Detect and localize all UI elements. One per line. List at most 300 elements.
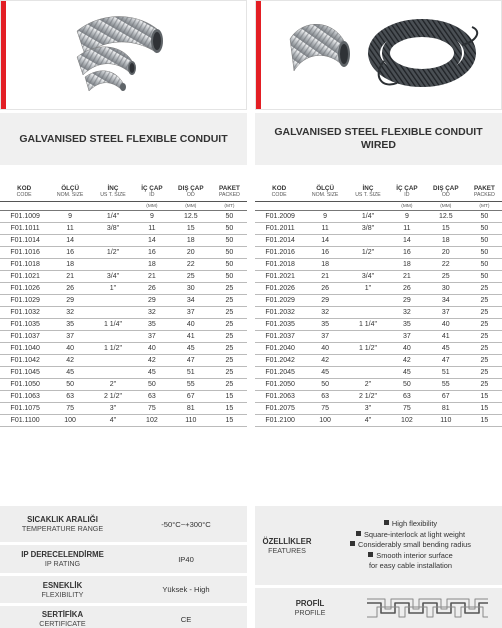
- table-cell: 21: [48, 271, 92, 283]
- table-row: [255, 355, 502, 367]
- table-cell: 2 1/2": [92, 391, 134, 403]
- table-row: [0, 295, 247, 307]
- table-cell: 63: [389, 391, 425, 403]
- table-cell: F01.2050: [255, 379, 303, 391]
- table-cell: 40: [170, 319, 212, 331]
- table-cell: 35: [48, 319, 92, 331]
- table-cell: 75: [303, 403, 347, 415]
- table-cell: 41: [170, 331, 212, 343]
- table-cell: 4": [347, 415, 389, 427]
- table-cell: 35: [389, 319, 425, 331]
- table-cell: F01.2014: [255, 235, 303, 247]
- table-cell: 37: [303, 331, 347, 343]
- wired-conduit-photo-icon: [262, 1, 497, 109]
- table-cell: F01.1040: [0, 343, 48, 355]
- table-row: [255, 367, 502, 379]
- table-cell: 1 1/4": [92, 319, 134, 331]
- table-cell: 18: [425, 235, 467, 247]
- table-cell: 22: [170, 259, 212, 271]
- table-cell: 14: [134, 235, 170, 247]
- table-cell: 1 1/4": [347, 319, 389, 331]
- table-row: [255, 403, 502, 415]
- table-cell: [347, 355, 389, 367]
- table-cell: 9: [134, 211, 170, 223]
- table-row: [0, 379, 247, 391]
- table-cell: 32: [48, 307, 92, 319]
- features-row: [255, 506, 502, 585]
- col-header-inch: İNÇ US T. SIZE: [92, 185, 134, 202]
- table-cell: F01.2075: [255, 403, 303, 415]
- table-cell: 25: [170, 271, 212, 283]
- table-cell: 3/8": [347, 223, 389, 235]
- table-cell: 11: [303, 223, 347, 235]
- table-row: [0, 367, 247, 379]
- table-row: [0, 211, 247, 223]
- table-cell: 2 1/2": [347, 391, 389, 403]
- table-cell: 50: [303, 379, 347, 391]
- table-cell: 15: [170, 223, 212, 235]
- table-cell: 14: [48, 235, 92, 247]
- col-header-od: DIŞ ÇAP OD: [170, 185, 212, 202]
- table-cell: 50: [467, 259, 502, 271]
- unit-cell: (MM): [425, 202, 467, 211]
- col-header-od: DIŞ ÇAP OD: [425, 185, 467, 202]
- table-cell: 63: [48, 391, 92, 403]
- table-cell: 3/8": [92, 223, 134, 235]
- table-cell: 9: [48, 211, 92, 223]
- table-cell: 50: [212, 247, 247, 259]
- table-cell: [347, 259, 389, 271]
- table-cell: [92, 331, 134, 343]
- table-row: [0, 259, 247, 271]
- accent-bar: [1, 1, 6, 109]
- table-cell: 21: [303, 271, 347, 283]
- table-row: [255, 415, 502, 427]
- table-cell: 75: [134, 403, 170, 415]
- table-cell: F01.1009: [0, 211, 48, 223]
- table-cell: F01.1016: [0, 247, 48, 259]
- certificate-value: CE: [180, 614, 192, 624]
- feature-text: Considerably small bending radius: [358, 540, 471, 550]
- table-cell: 110: [425, 415, 467, 427]
- table-cell: F01.2035: [255, 319, 303, 331]
- table-cell: [92, 235, 134, 247]
- col-header-inch: İNÇ US T. SIZE: [347, 185, 389, 202]
- table-cell: 3": [92, 403, 134, 415]
- ip-label-en: IP RATING: [44, 559, 81, 568]
- table-cell: 9: [389, 211, 425, 223]
- table-cell: 42: [134, 355, 170, 367]
- table-cell: [92, 307, 134, 319]
- unit-cell: (MT): [467, 202, 502, 211]
- table-cell: 75: [389, 403, 425, 415]
- table-cell: 45: [389, 367, 425, 379]
- table-cell: 55: [170, 379, 212, 391]
- table-cell: 45: [303, 367, 347, 379]
- table-cell: 1 1/2": [92, 343, 134, 355]
- flexibility-label-en: FLEXIBILITY: [41, 589, 84, 599]
- table-cell: 18: [134, 259, 170, 271]
- col-header-packed: PAKET PACKED: [212, 185, 247, 202]
- table-row: [255, 259, 502, 271]
- table-cell: 3/4": [92, 271, 134, 283]
- feature-text: High flexibility: [391, 519, 438, 529]
- col-header-id: İÇ ÇAP ID: [134, 185, 170, 202]
- col-header-code: KOD CODE: [255, 185, 303, 202]
- table-cell: 50: [212, 211, 247, 223]
- table-cell: 1 1/2": [347, 343, 389, 355]
- unit-cell: (MM): [170, 202, 212, 211]
- table-cell: 4": [92, 415, 134, 427]
- table-cell: 32: [389, 307, 425, 319]
- table-row: [0, 235, 247, 247]
- table-cell: 25: [212, 283, 247, 295]
- table-cell: 50: [389, 379, 425, 391]
- features-list: [319, 519, 502, 572]
- table-cell: 40: [425, 319, 467, 331]
- table-row: [255, 271, 502, 283]
- col-header-id: İÇ ÇAP ID: [389, 185, 425, 202]
- table-row: [255, 211, 502, 223]
- table-cell: 37: [170, 307, 212, 319]
- table-cell: 16: [48, 247, 92, 259]
- table-cell: [92, 295, 134, 307]
- table-cell: F01.2018: [255, 259, 303, 271]
- flexibility-value: Yüksek - High: [162, 585, 210, 594]
- table-cell: 25: [212, 355, 247, 367]
- table-cell: 34: [170, 295, 212, 307]
- table-cell: 75: [48, 403, 92, 415]
- table-cell: 35: [134, 319, 170, 331]
- feature-item: [319, 519, 502, 530]
- feature-text: Square-interlock at light weight: [363, 529, 466, 539]
- unit-cell: (MM): [389, 202, 425, 211]
- table-row: [0, 319, 247, 331]
- table-cell: 25: [212, 331, 247, 343]
- table-cell: 12.5: [170, 211, 212, 223]
- table-row: [0, 391, 247, 403]
- table-cell: [92, 259, 134, 271]
- table-row: [255, 283, 502, 295]
- flexibility-label-tr: ESNEKLİK: [42, 580, 83, 590]
- profile-label-en: PROFILE: [294, 608, 326, 617]
- table-cell: 18: [48, 259, 92, 271]
- table-row: [0, 247, 247, 259]
- table-row: [255, 379, 502, 391]
- spec-table-wired: [255, 185, 502, 427]
- table-row: [255, 319, 502, 331]
- table-cell: 50: [212, 259, 247, 271]
- table-cell: F01.2037: [255, 331, 303, 343]
- table-cell: 40: [134, 343, 170, 355]
- table-cell: 29: [303, 295, 347, 307]
- product-photo-wired: [255, 0, 502, 110]
- table-row: [0, 283, 247, 295]
- features-label-tr: ÖZELLİKLER: [262, 536, 312, 546]
- table-cell: 25: [212, 295, 247, 307]
- table-cell: 20: [425, 247, 467, 259]
- table-cell: 37: [48, 331, 92, 343]
- table-cell: 45: [48, 367, 92, 379]
- product-title-wired: GALVANISED STEEL FLEXIBLE CONDUIT WIRED: [255, 113, 502, 165]
- unit-cell: (MM): [134, 202, 170, 211]
- product-title-plain: GALVANISED STEEL FLEXIBLE CONDUIT: [0, 113, 247, 165]
- table-cell: 3/4": [347, 271, 389, 283]
- table-cell: [92, 355, 134, 367]
- table-cell: 11: [389, 223, 425, 235]
- table-cell: 25: [467, 283, 502, 295]
- temperature-value: -50°C~+300°C: [161, 519, 211, 529]
- table-cell: 42: [48, 355, 92, 367]
- table-row: [0, 415, 247, 427]
- table-cell: 25: [212, 319, 247, 331]
- table-cell: 50: [467, 235, 502, 247]
- table-row: [0, 355, 247, 367]
- table-cell: [347, 307, 389, 319]
- table-cell: F01.2021: [255, 271, 303, 283]
- bullet-icon: [384, 520, 389, 525]
- table-row: [255, 223, 502, 235]
- table-row: [255, 295, 502, 307]
- table-cell: F01.1045: [0, 367, 48, 379]
- feature-item: [319, 530, 502, 541]
- unit-cell: [303, 202, 347, 211]
- table-cell: 100: [303, 415, 347, 427]
- table-cell: 34: [425, 295, 467, 307]
- table-cell: F01.1026: [0, 283, 48, 295]
- certificate-label-en: CERTIFICATE: [39, 619, 86, 628]
- table-cell: F01.1075: [0, 403, 48, 415]
- table-cell: F01.2100: [255, 415, 303, 427]
- table-cell: 63: [134, 391, 170, 403]
- unit-cell: [48, 202, 92, 211]
- table-row: [0, 223, 247, 235]
- table-cell: 50: [467, 247, 502, 259]
- table-cell: 1/2": [347, 247, 389, 259]
- table-cell: 1/4": [92, 211, 134, 223]
- table-cell: 26: [389, 283, 425, 295]
- table-row: [255, 391, 502, 403]
- table-cell: F01.1063: [0, 391, 48, 403]
- table-cell: 25: [212, 307, 247, 319]
- table-cell: 45: [134, 367, 170, 379]
- table-cell: 81: [170, 403, 212, 415]
- table-cell: 25: [467, 331, 502, 343]
- profile-label-tr: PROFİL: [295, 599, 325, 608]
- flexibility-row: [0, 576, 247, 603]
- table-cell: 51: [425, 367, 467, 379]
- table-cell: 9: [303, 211, 347, 223]
- table-cell: 25: [425, 271, 467, 283]
- ip-label-tr: IP DERECELENDİRME: [21, 550, 104, 559]
- table-cell: 16: [389, 247, 425, 259]
- table-cell: F01.1032: [0, 307, 48, 319]
- table-cell: 25: [212, 379, 247, 391]
- table-cell: 25: [467, 343, 502, 355]
- profile-interlock-icon: [365, 593, 490, 623]
- table-cell: 26: [303, 283, 347, 295]
- temperature-label-tr: SICAKLIK ARALIĞI: [27, 515, 98, 524]
- table-cell: 25: [212, 367, 247, 379]
- table-cell: 67: [170, 391, 212, 403]
- table-cell: 110: [170, 415, 212, 427]
- table-cell: 25: [467, 379, 502, 391]
- table-cell: F01.2016: [255, 247, 303, 259]
- table-cell: 12.5: [425, 211, 467, 223]
- table-cell: 11: [134, 223, 170, 235]
- table-cell: 11: [48, 223, 92, 235]
- table-row: [0, 331, 247, 343]
- table-cell: 32: [134, 307, 170, 319]
- table-cell: 81: [425, 403, 467, 415]
- table-row: [255, 235, 502, 247]
- table-cell: 63: [303, 391, 347, 403]
- table-cell: F01.2032: [255, 307, 303, 319]
- table-cell: [92, 367, 134, 379]
- table-cell: 37: [389, 331, 425, 343]
- table-cell: 30: [170, 283, 212, 295]
- table-cell: 50: [212, 235, 247, 247]
- product-photo-plain: [0, 0, 247, 110]
- table-cell: 21: [389, 271, 425, 283]
- table-cell: F01.2029: [255, 295, 303, 307]
- table-cell: 20: [170, 247, 212, 259]
- feature-item: [319, 551, 502, 562]
- ip-value: IP40: [178, 554, 194, 564]
- table-cell: 25: [467, 307, 502, 319]
- table-cell: 47: [425, 355, 467, 367]
- accent-bar: [256, 1, 261, 109]
- table-cell: 15: [212, 403, 247, 415]
- temperature-label-en: TEMPERATURE RANGE: [21, 524, 104, 533]
- unit-cell: [255, 202, 303, 211]
- certificate-label-tr: SERTİFİKA: [41, 610, 84, 619]
- table-cell: 1/4": [347, 211, 389, 223]
- table-cell: [347, 295, 389, 307]
- table-cell: F01.2040: [255, 343, 303, 355]
- table-cell: 15: [212, 415, 247, 427]
- table-cell: 37: [425, 307, 467, 319]
- table-cell: 21: [134, 271, 170, 283]
- table-row: [255, 343, 502, 355]
- table-cell: 15: [467, 403, 502, 415]
- table-cell: 29: [389, 295, 425, 307]
- table-cell: F01.2042: [255, 355, 303, 367]
- table-cell: 25: [467, 355, 502, 367]
- table-cell: 50: [467, 223, 502, 235]
- col-header-code: KOD CODE: [0, 185, 48, 202]
- col-header-size: ÖLÇÜ NOM. SIZE: [303, 185, 347, 202]
- unit-cell: [347, 202, 389, 211]
- table-cell: F01.2026: [255, 283, 303, 295]
- table-cell: 16: [303, 247, 347, 259]
- table-cell: F01.2011: [255, 223, 303, 235]
- table-cell: F01.1018: [0, 259, 48, 271]
- table-row: [0, 271, 247, 283]
- table-cell: 50: [467, 211, 502, 223]
- table-cell: 1": [92, 283, 134, 295]
- table-cell: F01.1100: [0, 415, 48, 427]
- table-cell: 25: [212, 343, 247, 355]
- table-cell: F01.1011: [0, 223, 48, 235]
- table-cell: 25: [467, 295, 502, 307]
- table-cell: F01.1042: [0, 355, 48, 367]
- table-cell: 42: [303, 355, 347, 367]
- table-cell: 14: [303, 235, 347, 247]
- table-cell: 50: [212, 223, 247, 235]
- table-cell: 15: [212, 391, 247, 403]
- feature-item: [319, 561, 502, 572]
- table-cell: 25: [467, 319, 502, 331]
- table-cell: 15: [467, 391, 502, 403]
- table-row: [255, 247, 502, 259]
- table-cell: 55: [425, 379, 467, 391]
- table-cell: 40: [389, 343, 425, 355]
- table-cell: 35: [303, 319, 347, 331]
- table-cell: 102: [389, 415, 425, 427]
- table-cell: 45: [170, 343, 212, 355]
- ip-rating-row: [0, 545, 247, 573]
- table-cell: [347, 331, 389, 343]
- table-cell: F01.2009: [255, 211, 303, 223]
- table-cell: 50: [212, 271, 247, 283]
- profile-row: [255, 588, 502, 628]
- table-cell: 1/2": [92, 247, 134, 259]
- spec-table-plain: [0, 185, 247, 427]
- table-cell: 100: [48, 415, 92, 427]
- table-cell: 102: [134, 415, 170, 427]
- feature-text: for easy cable installation: [369, 561, 452, 571]
- unit-cell: (MT): [212, 202, 247, 211]
- table-cell: 29: [48, 295, 92, 307]
- table-cell: F01.2045: [255, 367, 303, 379]
- table-cell: 50: [467, 271, 502, 283]
- table-cell: 41: [425, 331, 467, 343]
- table-cell: 18: [170, 235, 212, 247]
- bullet-icon: [350, 541, 355, 546]
- table-cell: 51: [170, 367, 212, 379]
- table-cell: 26: [48, 283, 92, 295]
- properties-panel: [0, 506, 247, 628]
- table-cell: F01.2063: [255, 391, 303, 403]
- unit-cell: [92, 202, 134, 211]
- table-cell: 45: [425, 343, 467, 355]
- table-cell: 30: [425, 283, 467, 295]
- table-cell: 32: [303, 307, 347, 319]
- table-cell: 40: [303, 343, 347, 355]
- table-cell: 47: [170, 355, 212, 367]
- table-cell: 1": [347, 283, 389, 295]
- table-cell: 50: [48, 379, 92, 391]
- table-cell: [347, 235, 389, 247]
- table-cell: F01.1029: [0, 295, 48, 307]
- table-cell: F01.1014: [0, 235, 48, 247]
- conduit-photo-icon: [7, 1, 242, 109]
- table-cell: F01.1050: [0, 379, 48, 391]
- table-cell: 3": [347, 403, 389, 415]
- table-cell: F01.1021: [0, 271, 48, 283]
- table-cell: 67: [425, 391, 467, 403]
- table-cell: 16: [134, 247, 170, 259]
- bullet-icon: [368, 552, 373, 557]
- features-label-en: FEATURES: [268, 545, 306, 555]
- table-cell: 2": [347, 379, 389, 391]
- table-row: [0, 403, 247, 415]
- unit-cell: [0, 202, 48, 211]
- product-panel-wired: [255, 0, 502, 427]
- bullet-icon: [356, 531, 361, 536]
- table-row: [0, 307, 247, 319]
